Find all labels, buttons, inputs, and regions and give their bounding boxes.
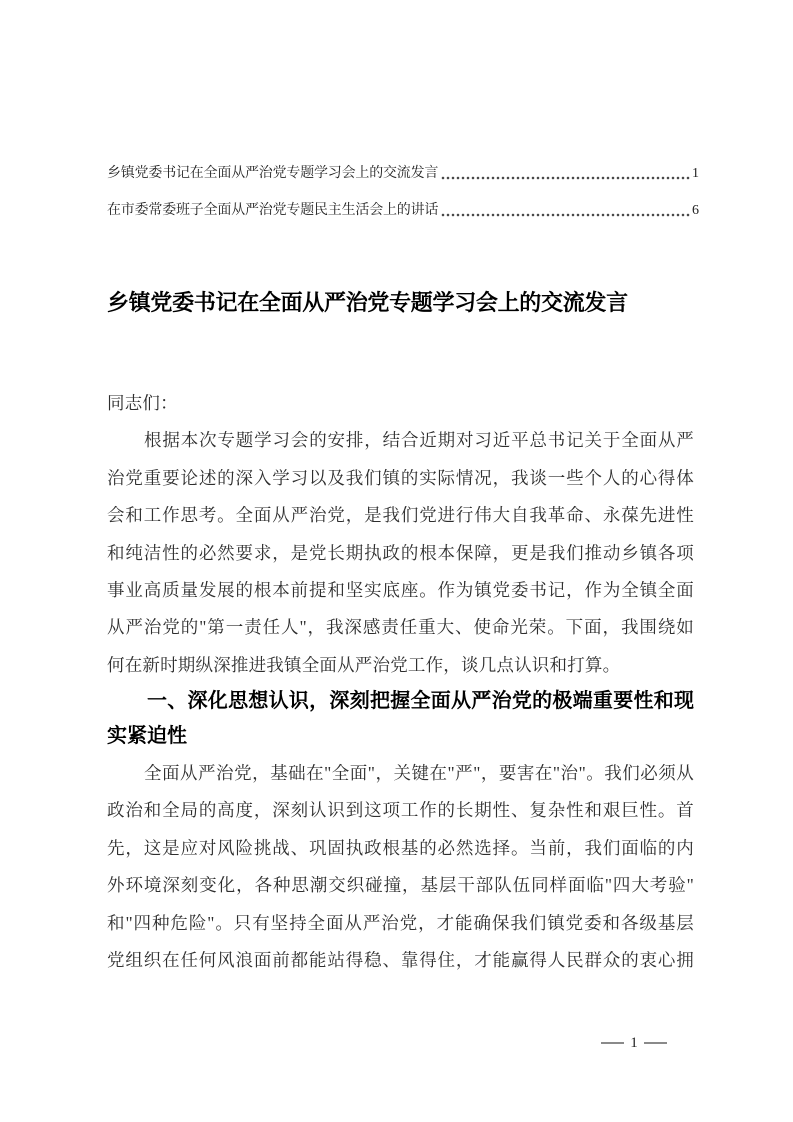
section-heading-line: 一、深化思想认识，深刻把握全面从严治党的极端重要性和现 — [147, 690, 694, 712]
body-line: 和纯洁性的必然要求，是党长期执政的根本保障，更是我们推动乡镇各项 — [107, 542, 694, 563]
toc-dotted-leader — [441, 213, 690, 217]
body-line: 根据本次专题学习会的安排，结合近期对习近平总书记关于全面从严 — [144, 430, 694, 451]
body-line: 政治和全局的高度，深刻认识到这项工作的长期性、复杂性和艰巨性。首 — [107, 800, 694, 821]
footer-page-number — [597, 1033, 671, 1053]
body-line: 外环境深刻变化，各种思潮交织碰撞，基层干部队伍同样面临"四大考验" — [107, 875, 694, 896]
toc-entry-title[interactable]: 在市委常委班子全面从严治党专题民主生活会上的讲话 — [107, 203, 439, 218]
toc-page-number[interactable]: 6 — [692, 203, 699, 218]
body-line: 事业高质量发展的根本前提和坚实底座。作为镇党委书记，作为全镇全面 — [107, 580, 694, 601]
body-line: 和"四种危险"。只有坚持全面从严治党，才能确保我们镇党委和各级基层 — [107, 912, 694, 933]
body-line: 何在新时期纵深推进我镇全面从严治党工作，谈几点认识和打算。 — [107, 654, 621, 675]
body-line: 治党重要论述的深入学习以及我们镇的实际情况，我谈一些个人的心得体 — [107, 467, 694, 488]
section-heading-1 — [107, 684, 694, 754]
body-line: 先，这是应对风险挑战、巩固执政根基的必然选择。当前，我们面临的内 — [107, 837, 694, 858]
body-line: 党组织在任何风浪面前都能站得稳、靠得住，才能赢得人民群众的衷心拥 — [107, 950, 694, 971]
body-line: 会和工作思考。全面从严治党，是我们党进行伟大自我革命、永葆先进性 — [107, 505, 694, 526]
toc-entry-title[interactable]: 乡镇党委书记在全面从严治党专题学习会上的交流发言 — [107, 166, 439, 181]
toc-dotted-leader — [441, 176, 690, 180]
paragraph-1 — [107, 385, 694, 684]
toc-entry-1[interactable] — [107, 163, 699, 182]
section-heading-line: 实紧迫性 — [107, 725, 187, 747]
page-number-dash-right — [644, 1042, 667, 1044]
toc-page-number[interactable]: 1 — [692, 166, 699, 181]
page-number: 1 — [630, 1034, 638, 1051]
article-title: 乡镇党委书记在全面从严治党专题学习会上的交流发言 — [107, 290, 628, 315]
salutation-line: 同志们： — [107, 393, 178, 413]
paragraph-2 — [107, 755, 694, 979]
body-line: 全面从严治党，基础在"全面"，关键在"严"，要害在"治"。我们必须从 — [144, 763, 694, 783]
toc-entry-2[interactable] — [107, 200, 699, 219]
page-number-dash-left — [601, 1042, 624, 1044]
body-line: 从严治党的"第一责任人"，我深感责任重大、使命光荣。下面，我围绕如 — [107, 617, 694, 638]
